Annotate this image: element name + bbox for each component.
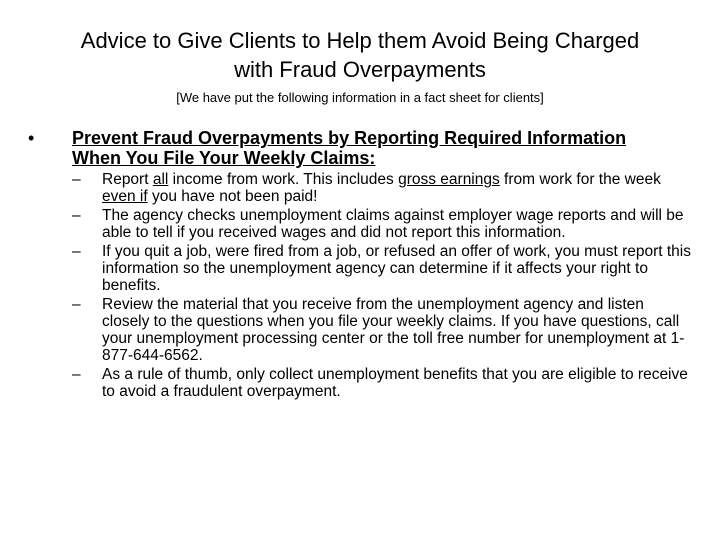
bullet-marker: • xyxy=(28,128,35,148)
item-text: As a rule of thumb, only collect unemployment benefits that you are eligible to receive to avoid a fraudulent overpayment. xyxy=(102,366,688,400)
dash-marker: – xyxy=(72,296,81,313)
dash-marker: – xyxy=(72,171,81,188)
sub-bullet-item xyxy=(72,207,692,241)
page-title xyxy=(0,26,720,84)
title-line-2: with Fraud Overpayments xyxy=(234,57,486,82)
item-text: The agency checks unemployment claims against employer wage reports and will be able to tell if you received wages and did not report this information. xyxy=(102,207,684,241)
item-text: Review the material that you receive from the unemployment agency and listen closely to the questions when you file your weekly claims. If you have questions, call your unemployment processing center or the toll free number for unemployment at 1- 877-644-6562. xyxy=(102,296,685,364)
sub-bullet-item xyxy=(72,243,692,294)
title-line-1: Advice to Give Clients to Help them Avoid Being Charged xyxy=(80,28,640,53)
sub-bullet-list xyxy=(72,171,692,402)
item-text: If you quit a job, were fired from a job, or refused an offer of work, you must report this information so the unemployment agency can determine if it affects your right to benefits. xyxy=(102,243,691,294)
dash-marker: – xyxy=(72,243,81,260)
subtitle-note: [We have put the following information in a fact sheet for clients] xyxy=(176,90,544,105)
sub-bullet-item xyxy=(72,296,692,364)
dash-marker: – xyxy=(72,366,81,383)
sub-bullet-item xyxy=(72,366,692,400)
dash-marker: – xyxy=(72,207,81,224)
sub-bullet-item xyxy=(72,171,692,205)
bullet-heading: Prevent Fraud Overpayments by Reporting Required Information When You File Your Weekly Claims: xyxy=(72,128,627,168)
item-text: Report all income from work. This includes gross earnings from work for the week even if you have not been paid! xyxy=(102,171,661,205)
